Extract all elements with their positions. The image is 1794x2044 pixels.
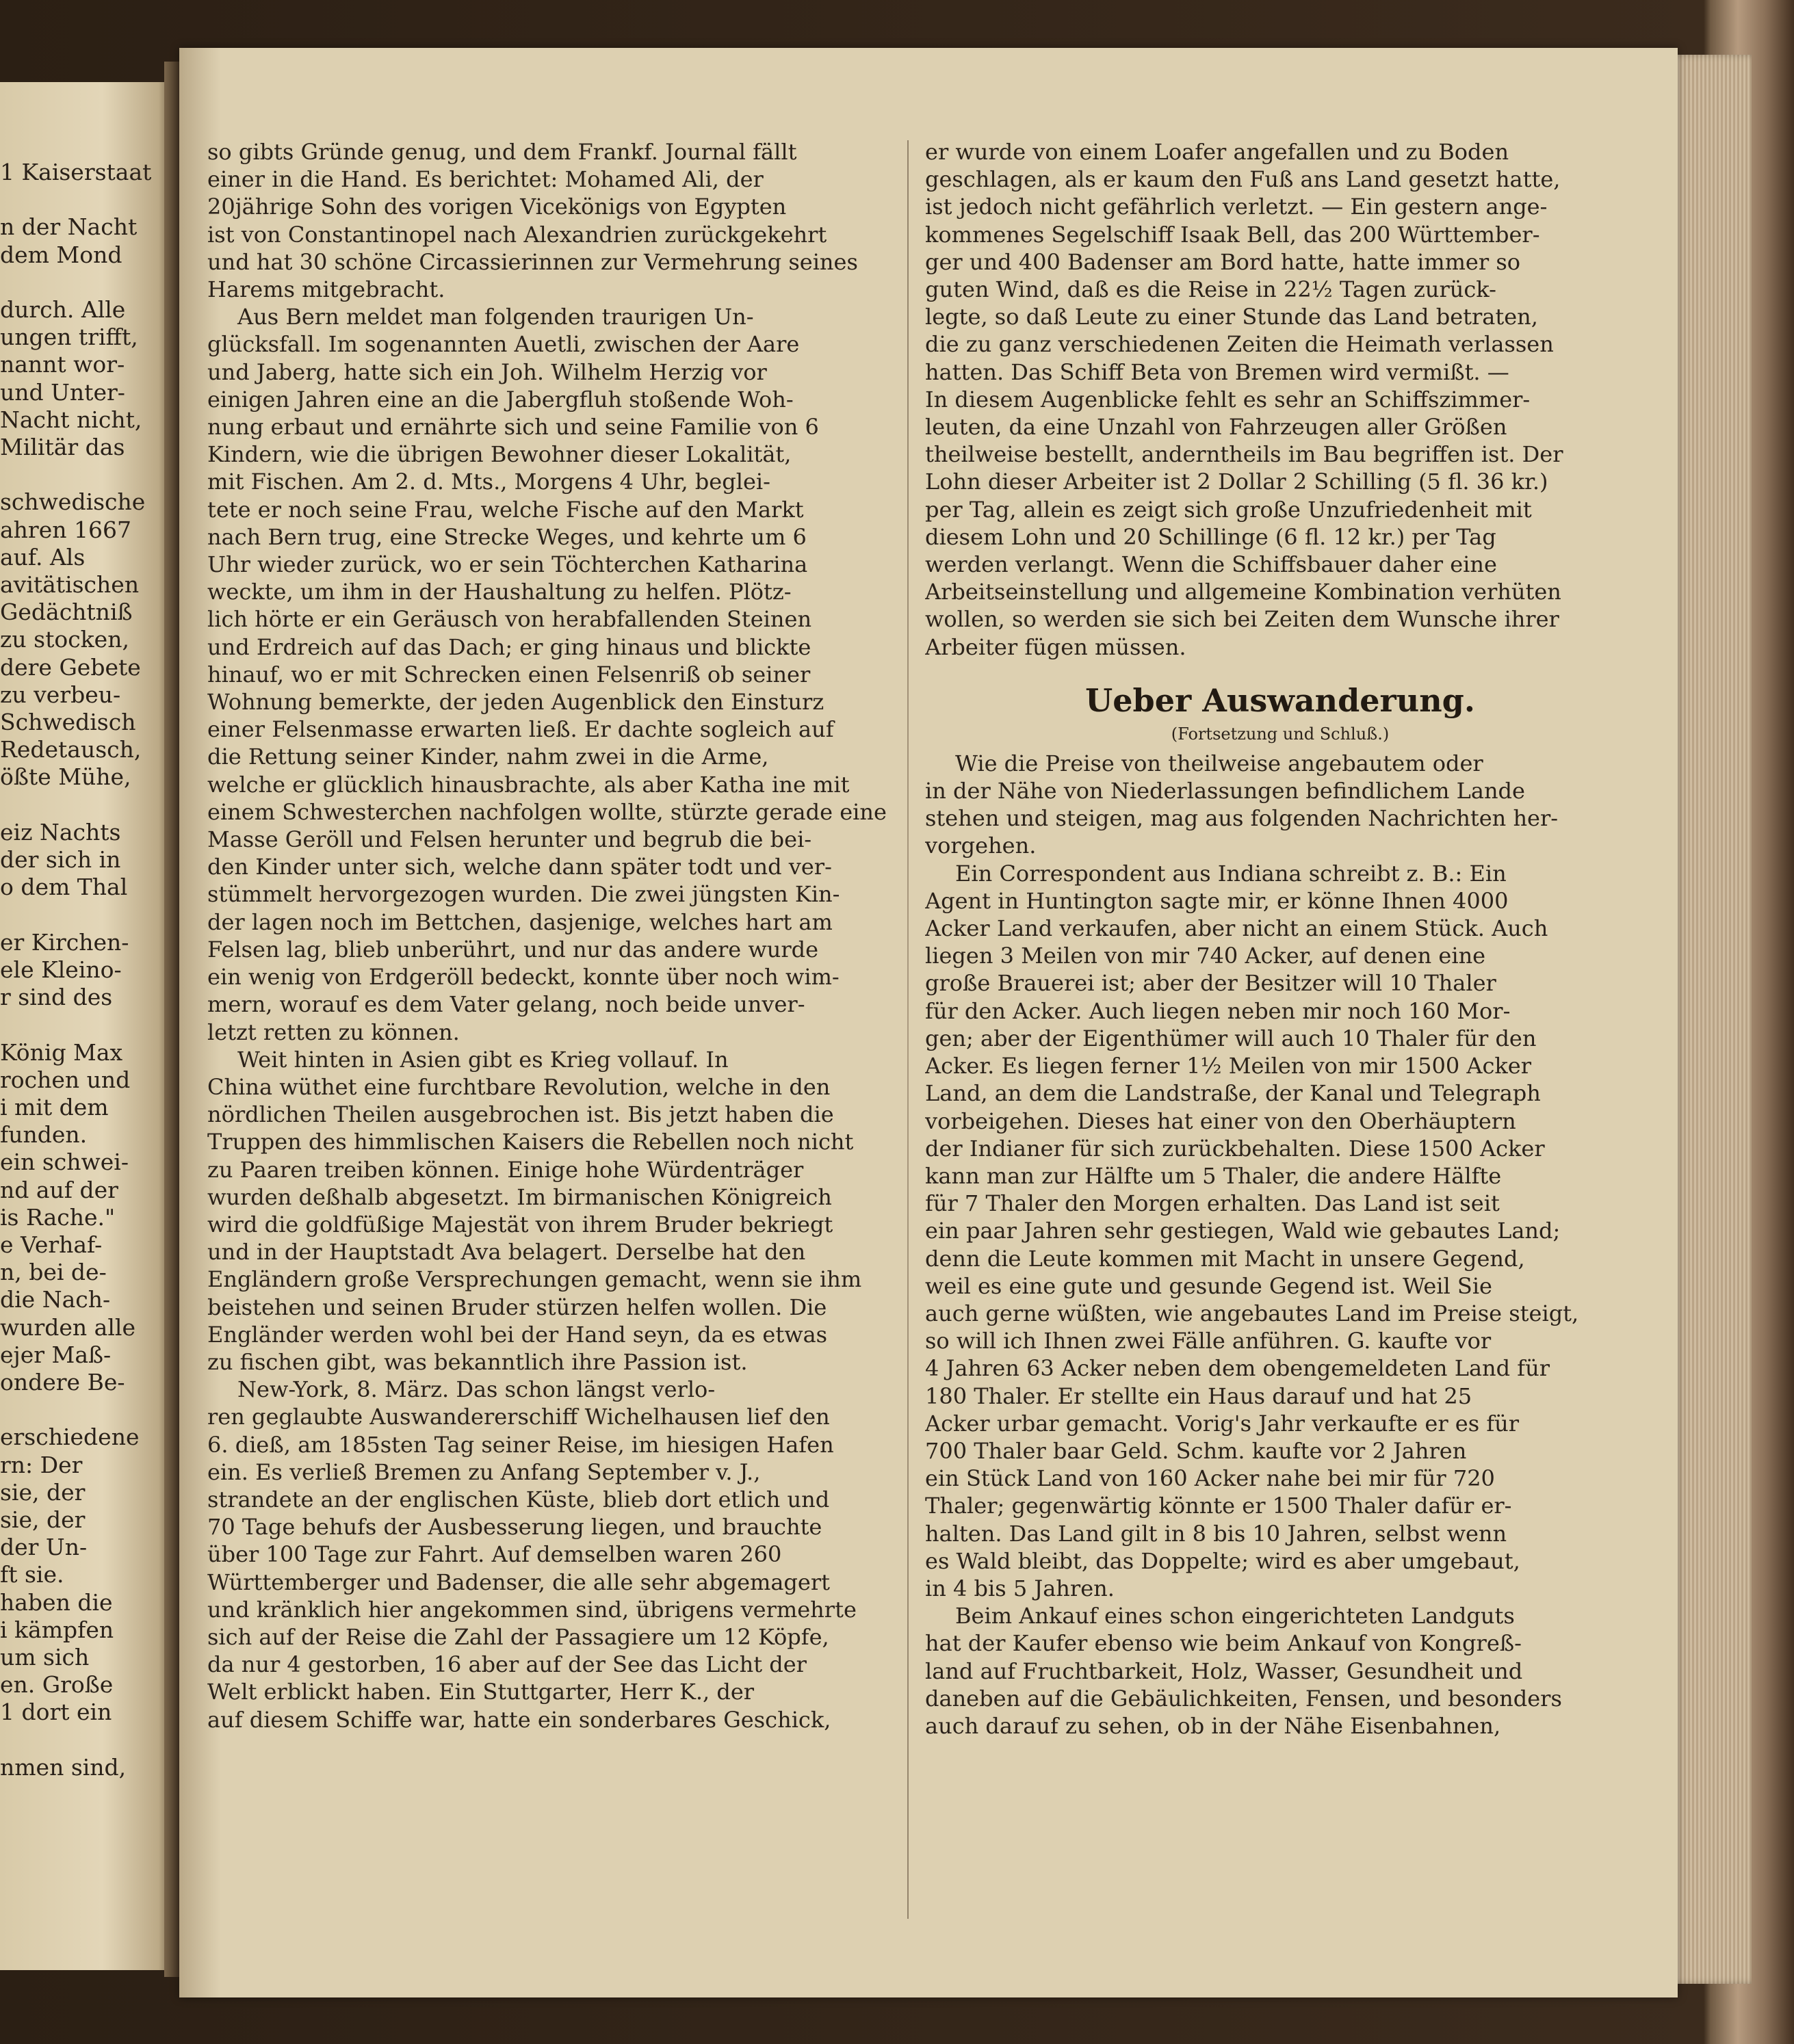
text-line: rn: Der: [0, 1451, 83, 1478]
text-line: hatten. Das Schiff Beta von Bremen wird vermißt. —: [925, 358, 1509, 385]
text-line: 180 Thaler. Er stellte ein Haus darauf und hat 25: [925, 1383, 1472, 1409]
text-line: Acker Land verkaufen, aber nicht an einem Stück. Auch: [925, 915, 1548, 942]
text-line: König Max: [0, 1038, 123, 1066]
text-line: zu stocken,: [0, 626, 129, 653]
text-line: tete er noch seine Frau, welche Fische auf den Markt: [207, 496, 804, 523]
text-line: funden.: [0, 1121, 88, 1149]
text-line: per Tag, allein es zeigt sich große Unzufriedenheit mit: [925, 496, 1532, 523]
text-line: land auf Fruchtbarkeit, Holz, Wasser, Gesundheit und: [925, 1658, 1523, 1684]
text-line: die zu ganz verschiedenen Zeiten die Heimath verlassen: [925, 331, 1554, 358]
text-line: und Unter-: [0, 378, 125, 406]
text-line: Weit hinten in Asien gibt es Krieg vollauf. In: [237, 1046, 729, 1073]
text-line: China wüthet eine furchtbare Revolution, welche in den: [207, 1073, 831, 1100]
text-line: avitätischen: [0, 571, 140, 599]
text-line: strandete an der englischen Küste, blieb dort etlich und: [207, 1486, 830, 1512]
column-b-bottom: [925, 750, 1635, 1740]
left-page-fragment: [0, 82, 171, 1970]
text-line: nördlichen Theilen ausgebrochen ist. Bis jetzt haben die: [207, 1101, 834, 1128]
text-line: und kränklich hier angekommen sind, übrigens vermehrte: [207, 1596, 857, 1623]
text-line: o dem Thal: [0, 874, 128, 901]
text-line: sich auf der Reise die Zahl der Passagiere um 12 Köpfe,: [207, 1623, 829, 1650]
text-line: theilweise bestellt, anderntheils im Bau begriffen ist. Der: [925, 441, 1563, 468]
text-line: sie, der: [0, 1478, 86, 1506]
text-line: letzt retten zu können.: [207, 1019, 460, 1045]
text-line: vorgehen.: [925, 833, 1037, 859]
text-line: [0, 1396, 164, 1424]
text-line: wollen, so werden sie sich bei Zeiten dem Wunsche ihrer: [925, 606, 1559, 633]
text-line: da nur 4 gestorben, 16 aber auf der See das Licht der: [207, 1651, 807, 1678]
text-line: eiz Nachts: [0, 818, 121, 846]
text-line: und Erdreich auf das Dach; er ging hinaus und blickte: [207, 633, 811, 660]
text-line: schwedische: [0, 488, 146, 516]
text-line: werden verlangt. Wenn die Schiffsbauer daher eine: [925, 551, 1497, 578]
text-line: weckte, um ihm in der Haushaltung zu helfen. Plötz-: [207, 579, 792, 605]
text-line: einem Schwesterchen nachfolgen wollte, stürzte gerade eine: [207, 798, 887, 825]
text-line: en. Große: [0, 1671, 114, 1699]
text-line: Beim Ankauf eines schon eingerichteten Landguts: [955, 1603, 1515, 1629]
text-line: lich hörte er ein Geräusch von herabfallenden Steinen: [207, 606, 812, 633]
text-line: über 100 Tage zur Fahrt. Auf demselben waren 260: [207, 1541, 782, 1568]
text-line: und in der Hauptstadt Ava belagert. Derselbe hat den: [207, 1239, 806, 1266]
text-line: sie, der: [0, 1506, 86, 1533]
text-line: den Kinder unter sich, welche dann später todt und ver-: [207, 854, 832, 880]
text-line: er Kirchen-: [0, 928, 129, 956]
text-line: In diesem Augenblicke fehlt es sehr an Schiffszimmer-: [925, 386, 1531, 412]
text-line: mern, worauf es dem Vater gelang, noch beide unver-: [207, 991, 805, 1018]
text-line: mit Fischen. Am 2. d. Mts., Morgens 4 Uhr, beglei-: [207, 469, 770, 495]
text-line: zu Paaren treiben können. Einige hohe Würdenträger: [207, 1156, 804, 1183]
text-line: der sich in: [0, 846, 121, 874]
text-line: für den Acker. Auch liegen neben mir noch 160 Mor-: [925, 997, 1511, 1024]
text-line: Engländer werden wohl bei der Hand seyn, da es etwas: [207, 1321, 828, 1348]
text-line: für 7 Thaler den Morgen erhalten. Das Land ist seit: [925, 1190, 1500, 1217]
text-line: [0, 186, 164, 213]
text-line: auch darauf zu sehen, ob in der Nähe Eisenbahnen,: [925, 1712, 1501, 1739]
text-line: vorbeigehen. Dieses hat einer von den Oberhäuptern: [925, 1108, 1516, 1134]
text-line: ele Kleino-: [0, 956, 122, 983]
text-line: [0, 1727, 164, 1754]
text-line: Agent in Huntington sagte mir, er könne Ihnen 4000: [925, 887, 1509, 914]
text-line: ein paar Jahren sehr gestiegen, Wald wie gebautes Land;: [925, 1218, 1561, 1244]
text-line: legte, so daß Leute zu einer Stunde das Land betraten,: [925, 304, 1538, 330]
text-line: ein wenig von Erdgeröll bedeckt, konnte über noch wim-: [207, 964, 840, 991]
text-line: 4 Jahren 63 Acker neben dem obengemeldeten Land für: [925, 1355, 1550, 1382]
text-line: Aus Bern meldet man folgenden traurigen Un-: [237, 304, 754, 330]
text-line: die Nach-: [0, 1286, 111, 1313]
text-line: gen; aber der Eigenthümer will auch 10 Thaler für den: [925, 1025, 1537, 1051]
text-line: [0, 269, 164, 296]
text-line: liegen 3 Meilen von mir 740 Acker, auf denen eine: [925, 943, 1486, 969]
text-line: um sich: [0, 1643, 90, 1670]
text-line: Acker urbar gemacht. Vorig's Jahr verkaufte er es für: [925, 1410, 1520, 1437]
text-line: n, bei de-: [0, 1259, 107, 1286]
text-line: nannt wor-: [0, 351, 125, 378]
text-line: glücksfall. Im sogenannten Auetli, zwischen der Aare: [207, 331, 800, 358]
text-line: weil es eine gute und gesunde Gegend ist. Weil Sie: [925, 1272, 1492, 1299]
text-line: diesem Lohn und 20 Schillinge (6 fl. 12 kr.) per Tag: [925, 523, 1496, 550]
text-line: Ein Correspondent aus Indiana schreibt z. B.: Ein: [955, 860, 1507, 887]
text-line: Harems mitgebracht.: [207, 276, 445, 303]
text-line: [0, 1011, 164, 1038]
text-line: ößte Mühe,: [0, 763, 131, 791]
text-line: Engländern große Versprechungen gemacht, wenn sie ihm: [207, 1266, 862, 1293]
text-line: dere Gebete: [0, 653, 141, 681]
text-line: welche er glücklich hinausbrachte, als aber Katha ine mit: [207, 771, 850, 798]
text-line: auf. Als: [0, 543, 86, 571]
text-line: r sind des: [0, 984, 113, 1011]
text-line: ungen trifft,: [0, 324, 138, 351]
section-title: Ueber Auswanderung.: [1085, 681, 1475, 719]
text-line: Masse Geröll und Felsen herunter und begrub die bei-: [207, 826, 812, 853]
text-line: halten. Das Land gilt in 8 bis 10 Jahren, selbst wenn: [925, 1520, 1507, 1547]
text-line: rochen und: [0, 1066, 131, 1093]
text-line: i kämpfen: [0, 1616, 114, 1643]
text-line: und hat 30 schöne Circassierinnen zur Vermehrung seines: [207, 248, 858, 275]
text-line: kommenes Segelschiff Isaak Bell, das 200 Württember-: [925, 221, 1540, 248]
text-line: in 4 bis 5 Jahren.: [925, 1575, 1115, 1601]
column-b: [925, 138, 1635, 1740]
text-line: auch gerne wüßten, wie angebautes Land im Preise steigt,: [925, 1300, 1579, 1326]
text-line: Württemberger und Badenser, die alle sehr abgemagert: [207, 1569, 830, 1595]
text-line: ren geglaubte Auswandererschiff Wichelhausen lief den: [207, 1404, 830, 1430]
text-line: daneben auf die Gebäulichkeiten, Fensen, und besonders: [925, 1685, 1562, 1712]
text-line: Arbeiter fügen müssen.: [925, 633, 1186, 660]
text-line: denn die Leute kommen mit Macht in unsere Gegend,: [925, 1245, 1525, 1272]
text-line: der lagen noch im Bettchen, dasjenige, welches hart am: [207, 908, 833, 935]
text-line: ejer Maß-: [0, 1341, 112, 1368]
text-line: zu verbeu-: [0, 681, 121, 708]
text-line: ger und 400 Badenser am Bord hatte, hatte immer so: [925, 248, 1521, 275]
text-line: i mit dem: [0, 1093, 109, 1121]
left-column-fragment: [0, 159, 164, 1781]
text-line: auf diesem Schiffe war, hatte ein sonderbares Geschick,: [207, 1706, 831, 1733]
text-line: kann man zur Hälfte um 5 Thaler, die andere Hälfte: [925, 1162, 1502, 1189]
text-line: die Rettung seiner Kinder, nahm zwei in die Arme,: [207, 744, 769, 770]
text-line: nd auf der: [0, 1176, 118, 1203]
text-line: der Indianer für sich zurückbehalten. Diese 1500 Acker: [925, 1135, 1545, 1162]
text-line: wurden deßhalb abgesetzt. Im birmanischen Königreich: [207, 1183, 832, 1210]
text-line: nmen sind,: [0, 1753, 127, 1781]
section-subtitle: (Fortsetzung und Schluß.): [1171, 724, 1390, 744]
text-line: Schwedisch: [0, 709, 136, 736]
text-line: nach Bern trug, eine Strecke Weges, und kehrte um 6: [207, 523, 807, 550]
text-line: ft sie.: [0, 1561, 64, 1588]
text-line: Truppen des himmlischen Kaisers die Rebellen noch nicht: [207, 1129, 854, 1155]
text-line: Nacht nicht,: [0, 406, 142, 433]
text-line: Thaler; gegenwärtig könnte er 1500 Thaler dafür er-: [925, 1493, 1512, 1519]
text-line: [0, 901, 164, 928]
text-line: ein. Es verließ Bremen zu Anfang September v. J.,: [207, 1458, 761, 1485]
text-line: New-York, 8. März. Das schon längst verlo-: [237, 1376, 716, 1403]
text-line: so will ich Ihnen zwei Fälle anführen. G. kaufte vor: [925, 1328, 1492, 1354]
text-line: is Rache.": [0, 1203, 116, 1231]
column-a: [207, 138, 892, 1733]
text-line: durch. Alle: [0, 296, 126, 324]
text-line: haben die: [0, 1588, 113, 1616]
text-line: wurden alle: [0, 1313, 135, 1341]
text-line: [0, 461, 164, 488]
text-line: Uhr wieder zurück, wo er sein Töchterchen Katharina: [207, 551, 808, 578]
text-line: Felsen lag, blieb unberührt, und nur das andere wurde: [207, 936, 819, 962]
text-line: hat der Kaufer ebenso wie beim Ankauf von Kongreß-: [925, 1630, 1522, 1657]
text-line: Wohnung bemerkte, der jeden Augenblick den Einsturz: [207, 689, 824, 716]
text-line: einer Felsenmasse erwarten ließ. Er dachte sogleich auf: [207, 716, 834, 743]
text-line: Arbeitseinstellung und allgemeine Kombination verhüten: [925, 579, 1561, 605]
text-line: Welt erblickt haben. Ein Stuttgarter, Herr K., der: [207, 1679, 755, 1705]
text-line: und Jaberg, hatte sich ein Joh. Wilhelm Herzig vor: [207, 358, 767, 385]
text-line: Acker. Es liegen ferner 1½ Meilen von mir 1500 Acker: [925, 1053, 1532, 1079]
text-line: Militär das: [0, 434, 125, 461]
page-edge: [1669, 55, 1752, 1984]
text-line: n der Nacht: [0, 213, 138, 241]
column-divider: [907, 140, 909, 1919]
text-line: stümmelt hervorgezogen wurden. Die zwei jüngsten Kin-: [207, 881, 840, 908]
text-line: Land, an dem die Landstraße, der Kanal und Telegraph: [925, 1080, 1541, 1107]
text-line: beistehen und seinen Bruder stürzen helfen wollen. Die: [207, 1294, 827, 1320]
text-line: ondere Be-: [0, 1368, 125, 1396]
text-line: ist von Constantinopel nach Alexandrien zurückgekehrt: [207, 221, 827, 248]
text-line: geschlagen, als er kaum den Fuß ans Land gesetzt hatte,: [925, 166, 1561, 193]
text-line: einer in die Hand. Es berichtet: Mohamed Ali, der: [207, 166, 764, 193]
column-b-top: [925, 138, 1635, 661]
text-line: ist jedoch nicht gefährlich verletzt. — Ein gestern ange-: [925, 194, 1548, 220]
text-line: zu fischen gibt, was bekanntlich ihre Passion ist.: [207, 1348, 748, 1375]
text-line: der Un-: [0, 1534, 88, 1561]
text-line: 70 Tage behufs der Ausbesserung liegen, und brauchte: [207, 1514, 822, 1541]
text-line: 6. dieß, am 185sten Tag seiner Reise, im hiesigen Hafen: [207, 1431, 834, 1458]
text-line: Redetausch,: [0, 736, 142, 763]
text-line: Gedächtniß: [0, 599, 133, 626]
text-line: dem Mond: [0, 241, 122, 268]
text-line: er wurde von einem Loafer angefallen und zu Boden: [925, 139, 1509, 165]
text-line: 20jährige Sohn des vorigen Vicekönigs von Egypten: [207, 194, 787, 220]
text-line: es Wald bleibt, das Doppelte; wird es aber umgebaut,: [925, 1547, 1520, 1574]
text-line: guten Wind, daß es die Reise in 22½ Tagen zurück-: [925, 276, 1496, 303]
text-line: ahren 1667: [0, 516, 131, 543]
text-line: erschiedene: [0, 1424, 140, 1451]
text-line: stehen und steigen, mag aus folgenden Nachrichten her-: [925, 805, 1559, 832]
text-line: ein schwei-: [0, 1149, 129, 1176]
text-line: in der Nähe von Niederlassungen befindlichem Lande: [925, 778, 1525, 804]
text-line: Kindern, wie die übrigen Bewohner dieser Lokalität,: [207, 441, 792, 468]
text-line: e Verhaf-: [0, 1231, 103, 1258]
text-line: nung erbaut und ernährte sich und seine Familie von 6: [207, 414, 819, 441]
text-line: 700 Thaler baar Geld. Schm. kaufte vor 2 Jahren: [925, 1437, 1467, 1464]
text-line: [0, 791, 164, 819]
text-line: hinauf, wo er mit Schrecken einen Felsenriß ob seiner: [207, 661, 811, 687]
text-line: einigen Jahren eine an die Jabergfluh stoßende Woh-: [207, 386, 794, 412]
text-line: so gibts Gründe genug, und dem Frankf. Journal fällt: [207, 139, 797, 165]
text-line: 1 Kaiserstaat: [0, 159, 152, 185]
text-line: 1 dort ein: [0, 1699, 112, 1726]
text-line: ein Stück Land von 160 Acker nahe bei mir für 720: [925, 1465, 1495, 1492]
text-line: wird die goldfüßige Majestät von ihrem Bruder bekriegt: [207, 1211, 833, 1237]
text-line: leuten, da eine Unzahl von Fahrzeugen aller Größen: [925, 414, 1507, 441]
text-line: große Brauerei ist; aber der Besitzer will 10 Thaler: [925, 970, 1496, 997]
text-line: Lohn dieser Arbeiter ist 2 Dollar 2 Schilling (5 fl. 36 kr.): [925, 469, 1548, 495]
text-line: Wie die Preise von theilweise angebautem oder: [955, 750, 1483, 776]
